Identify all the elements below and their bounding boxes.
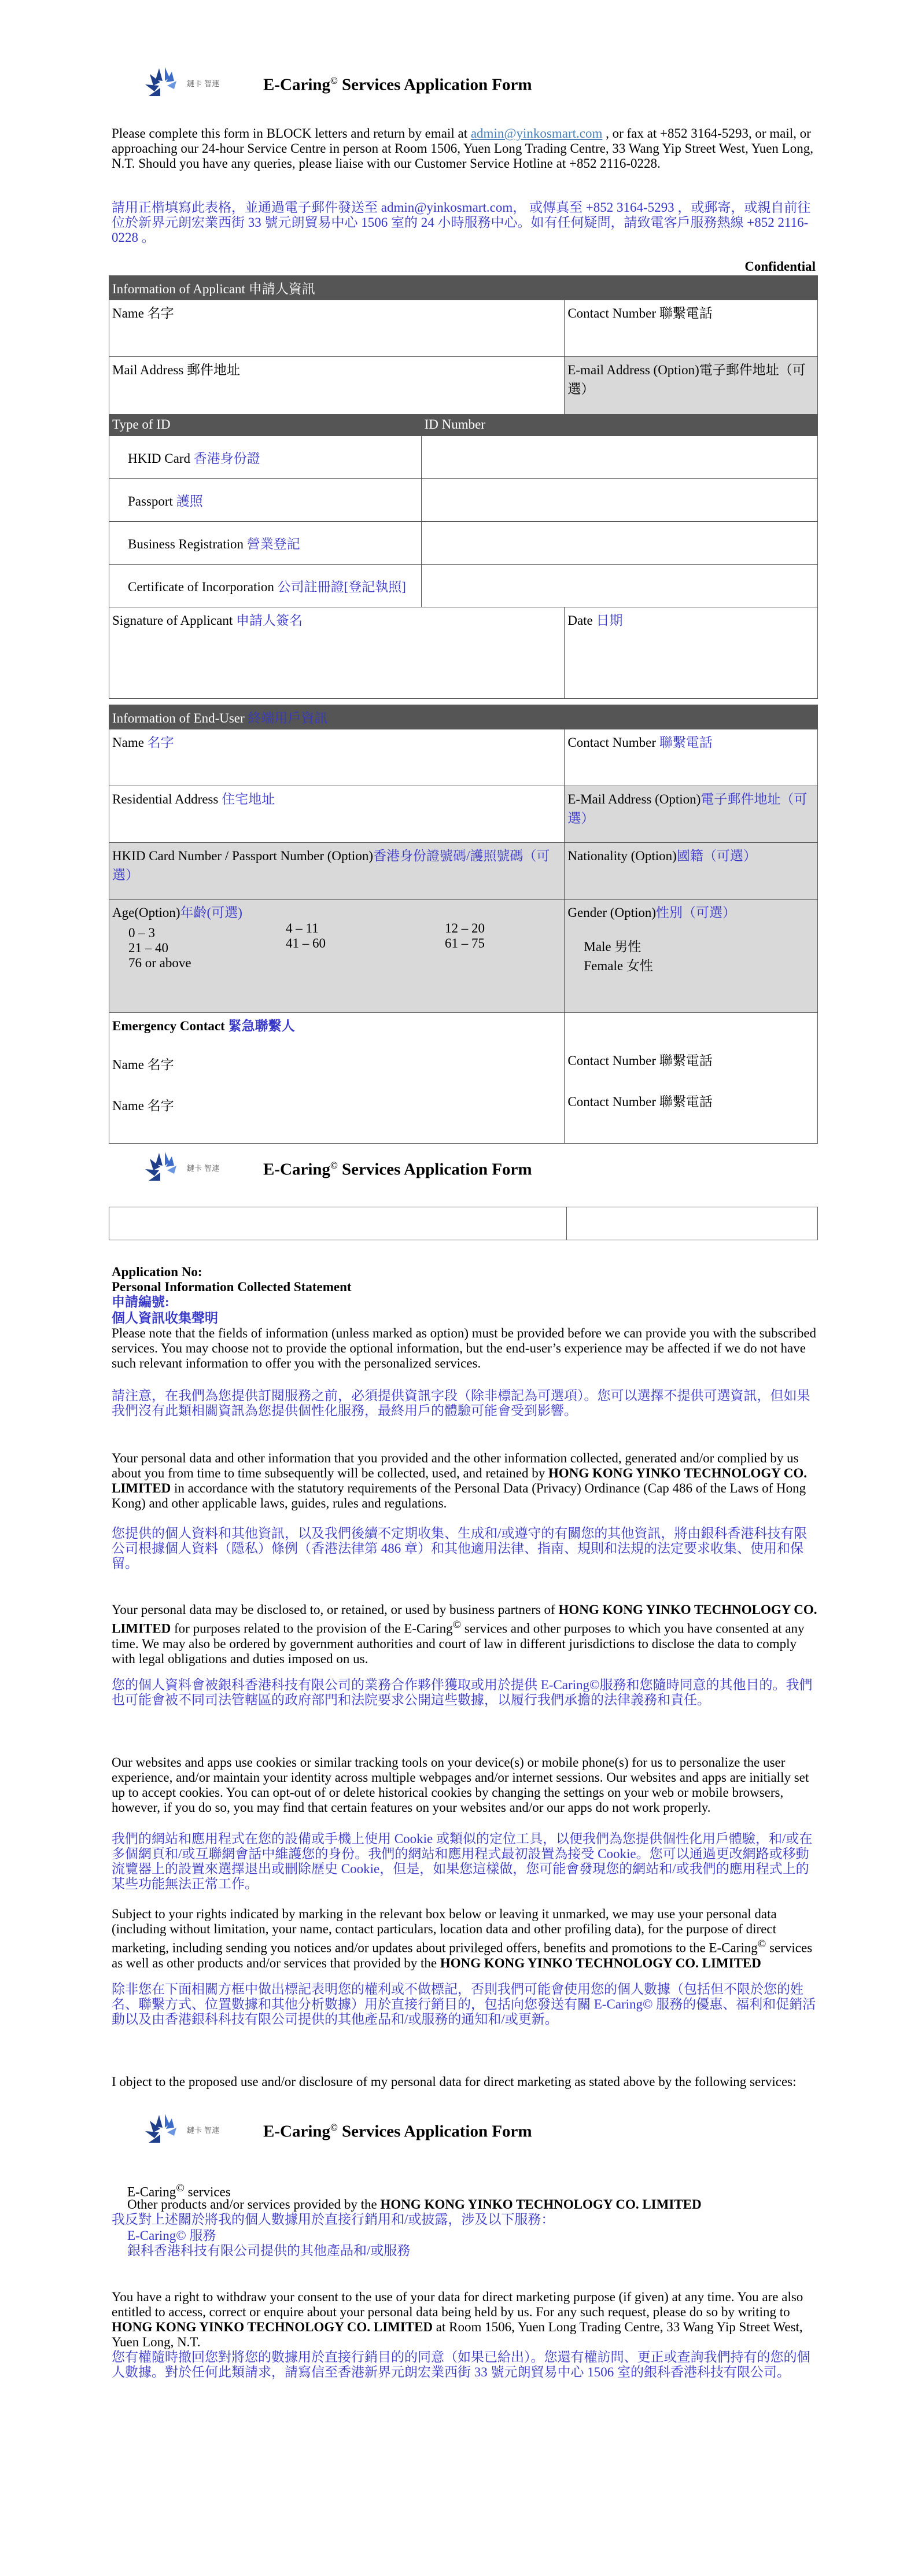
- id-number-header: ID Number: [421, 415, 817, 436]
- statement-p6-english: I object to the proposed use and/or disclosure of my personal data for direct marketing as stated above by the following services:: [112, 2074, 797, 2089]
- enduser-contact-field[interactable]: Contact Number 聯繫電話: [565, 729, 818, 786]
- continuation-table: [109, 1207, 818, 1240]
- emergency-contact-names: Emergency Contact 緊急聯繫人 Name 名字 Name 名字: [109, 1013, 565, 1144]
- statement-p1-english: Please note that the fields of information (unless marked as option) must be provided before we can provide you with the subscribed services. You may choose not to provide the optional information, but the end-user’s experience may be affected if we do not have such relevant information to offer you with the personalized services.: [112, 1326, 817, 1370]
- age-option-0-3[interactable]: 0 – 3: [128, 926, 155, 940]
- age-option-61-75[interactable]: 61 – 75: [445, 936, 485, 950]
- statement-p8-english: You have a right to withdraw your consent to the use of your data for direct marketing purpose (if given) at any time. You are also entitled to access, correct or enquire about your personal data being held by us. For any such request, please do so by writing to HONG KONG YINKO TECHNOLOGY CO. LIMITED at Room 1506, Yuen Long Trading Centre, 33 Wang Yip Street West, Yuen Long, N.T.: [112, 2290, 803, 2349]
- age-option-4-11[interactable]: 4 – 11: [286, 921, 319, 935]
- form-title: E-Caring© Services Application Form: [263, 1160, 532, 1179]
- statement-p3-english: Your personal data may be disclosed to, or retained, or used by business partners of HONG KONG YINKO TECHNOLOGY CO. LIMITED for purposes related to the provision of the E-Caring© services and other purposes to which you have consented at any time. We may also be ordered by government authorities and court of law in different jurisdictions to disclose the data to comply with legal obligations and duties imposed on us.: [112, 1602, 817, 1666]
- enduser-section-header: Information of End-User 終端用戶資訊: [109, 705, 818, 729]
- emergency-name-1[interactable]: Name 名字: [112, 1057, 174, 1072]
- applicant-name-field[interactable]: Name 名字: [109, 300, 565, 357]
- applicant-contact-field[interactable]: Contact Number 聯繫電話: [565, 300, 818, 357]
- continuation-cell-left[interactable]: [109, 1207, 567, 1240]
- age-option-76-above[interactable]: 76 or above: [128, 956, 191, 970]
- form-title: E-Caring© Services Application Form: [263, 75, 532, 94]
- enduser-email-field[interactable]: E-Mail Address (Option)電子郵件地址（可選）: [565, 786, 818, 843]
- email-link[interactable]: admin@yinkosmart.com: [470, 126, 603, 141]
- business-registration-option[interactable]: Business Registration 營業登記: [109, 522, 422, 565]
- age-option-21-40[interactable]: 21 – 40: [128, 941, 168, 955]
- logo-text: 鏈卡 智連: [187, 80, 220, 89]
- statement-title-chinese: 個人資訊收集聲明: [112, 1311, 218, 1325]
- business-registration-number-field[interactable]: [421, 522, 817, 565]
- application-number-label: Application No:: [112, 1265, 202, 1279]
- statement-p2-chinese: 您提供的個人資料和其他資訊，以及我們後續不定期收集、生成和/或遵守的有關您的其他資訊，將由銀科香港科技有限公司根據個人資料（隱私）條例（香港法律第 486 章）和其他適用法律、指南、規則和法規的法定要求收集、使用和保留。: [112, 1526, 808, 1571]
- intro-chinese: 請用正楷填寫此表格，並通過電子郵件發送至 admin@yinkosmart.com， 或傳真至 +852 3164-5293 ，或郵寄，或親自前往位於新界元朗宏業西街 33 號元朗貿易中心 1506 室的 24 小時服務中心。如有任何疑問，請致電客戶服務熱線 +852 2116-0228 。: [112, 200, 811, 245]
- passport-number-field[interactable]: [421, 479, 817, 522]
- form-header: [142, 64, 778, 104]
- enduser-name-field[interactable]: Name 名字: [109, 729, 565, 786]
- application-number-label-chinese: 申請編號:: [112, 1295, 169, 1309]
- enduser-hkid-field[interactable]: HKID Card Number / Passport Number (Option)香港身份證號碼/護照號碼（可選）: [109, 843, 565, 900]
- type-of-id-header: Type of ID: [109, 415, 422, 436]
- statement-title-english: Personal Information Collected Statement: [112, 1280, 352, 1294]
- confidential-label: Confidential: [744, 259, 816, 274]
- gender-option-female[interactable]: Female 女性: [584, 959, 653, 973]
- applicant-mail-field[interactable]: Mail Address 郵件地址: [109, 357, 565, 415]
- form-header-page-2: [142, 1148, 778, 1189]
- enduser-gender-field: Gender (Option)性別（可選） Male 男性 Female 女性: [565, 900, 818, 1013]
- statement-p5-chinese: 除非您在下面相關方框中做出標記表明您的權利或不做標記，否則我們可能會使用您的個人數據（包括但不限於您的姓名、聯繫方式、位置數據和其他分析數據）用於直接行銷目的，包括向您發送有關 E-Caring© 服務的優惠、福利和促銷活動以及由香港銀科科技有限公司提供的其他產品和/或服務的通知和/或更新。: [112, 1982, 816, 2026]
- enduser-residential-field[interactable]: Residential Address 住宅地址: [109, 786, 565, 843]
- service-option-other-products-chinese[interactable]: 銀科香港科技有限公司提供的其他產品和/或服務: [127, 2243, 411, 2258]
- form-header-page-3: [142, 2110, 778, 2151]
- company-logo-icon: [142, 64, 188, 102]
- logo-text: 鏈卡 智連: [187, 2127, 220, 2135]
- statement-p3-chinese: 您的個人資料會被銀科香港科技有限公司的業務合作夥伴獲取或用於提供 E-Caring©服務和您隨時同意的其他目的。我們也可能會被不同司法管轄區的政府部門和法院要求公開這些數據，以履行我們承擔的法律義務和責任。: [112, 1678, 813, 1707]
- applicant-table: [109, 275, 818, 699]
- emergency-contact-numbers: [565, 1013, 818, 1144]
- service-option-ecaring[interactable]: E-Caring© services: [127, 2182, 231, 2199]
- continuation-cell-right[interactable]: [567, 1207, 818, 1240]
- enduser-nationality-field[interactable]: Nationality (Option)國籍（可選）: [565, 843, 818, 900]
- certificate-incorporation-option[interactable]: Certificate of Incorporation 公司註冊證[登記執照]: [109, 565, 422, 607]
- applicant-section-header: Information of Applicant 申請人資訊: [109, 276, 818, 300]
- certificate-number-field[interactable]: [421, 565, 817, 607]
- service-option-other-products[interactable]: Other products and/or services provided by the HONG KONG YINKO TECHNOLOGY CO. LIMITED: [127, 2197, 702, 2212]
- applicant-signature-field[interactable]: Signature of Applicant 申請人簽名: [109, 607, 565, 699]
- company-logo-icon: [142, 1148, 188, 1186]
- statement-p8-chinese: 您有權隨時撤回您對將您的數據用於直接行銷目的的同意（如果已給出）。您還有權訪問、更正或查詢我們持有的您的個人數據。對於任何此類請求，請寫信至香港新界元朗宏業西街 33 號元朗貿易中心 1506 室的銀科香港科技有限公司。: [112, 2350, 810, 2379]
- form-title: E-Caring© Services Application Form: [263, 2122, 532, 2141]
- hkid-number-field[interactable]: [421, 436, 817, 479]
- service-option-ecaring-chinese[interactable]: E-Caring© 服務: [127, 2228, 216, 2243]
- enduser-table: [109, 705, 818, 1144]
- emergency-contact-1[interactable]: Contact Number 聯繫電話: [567, 1053, 713, 1068]
- age-option-12-20[interactable]: 12 – 20: [445, 921, 485, 935]
- statement-p2-english: Your personal data and other information that you provided and the other information collected, generated and/or complied by us about you from time to time subsequently will be collected, used, and retained by HONG KONG YINKO TECHNOLOGY CO. LIMITED in accordance with the statutory requirements of the Personal Data (Privacy) Ordinance (Cap 486 of the Laws of Hong Kong) and other applicable laws, guides, rules and regulations.: [112, 1451, 808, 1510]
- statement-p7-chinese: 我反對上述關於將我的個人數據用於直接行銷用和/或披露，涉及以下服務：: [112, 2212, 555, 2227]
- intro-english: Please complete this form in BLOCK letters and return by email at admin@yinkosmart.com , or fax at +852 3164-5293, or mail, or approaching our 24-hour Service Centre in person at Room 1506, Yuen Long Trading Centre, 33 Wang Yip Street West, Yuen Long, N.T. Should you have any queries, please liaise with our Customer Service Hotline at +852 2116-0228.: [112, 126, 813, 171]
- statement-p5-english: Subject to your rights indicated by marking in the relevant box below or leaving it unmarked, we may use your personal data (including without limitation, your name, contact particulars, location data and other profiling data), for the purpose of direct marketing, including sending you notices and/or updates about privileged offers, benefits and promotions to the E-Caring© services as well as other products and/or services that provided by the HONG KONG YINKO TECHNOLOGY CO. LIMITED: [112, 1907, 813, 1970]
- passport-option[interactable]: Passport 護照: [109, 479, 422, 522]
- statement-p1-chinese: 請注意，在我們為您提供訂閱服務之前，必須提供資訊字段（除非標記為可選項）。您可以選擇不提供可選資訊，但如果我們沒有此類相關資訊為您提供個性化服務，最終用戶的體驗可能會受到影響。: [112, 1388, 810, 1418]
- age-option-41-60[interactable]: 41 – 60: [286, 936, 326, 950]
- statement-p4-english: Our websites and apps use cookies or similar tracking tools on your device(s) or mobile phone(s) for us to personalize the user experience, and/or maintain your identity across multiple webpages and/or internet sessions. Our websites and apps are initially set up to accept cookies. You can opt-out of or delete historical cookies by changing the settings on your web or mobile browsers, however, if you do so, you may find that certain features on your websites and/or our apps do not work properly.: [112, 1755, 809, 1815]
- emergency-contact-2[interactable]: Contact Number 聯繫電話: [567, 1094, 713, 1109]
- applicant-email-field[interactable]: E-mail Address (Option)電子郵件地址（可選）: [565, 357, 818, 415]
- company-logo-icon: [142, 2110, 188, 2148]
- applicant-date-field[interactable]: Date 日期: [565, 607, 818, 699]
- logo-text: 鏈卡 智連: [187, 1164, 220, 1173]
- gender-option-male[interactable]: Male 男性: [584, 939, 642, 954]
- hkid-option[interactable]: HKID Card 香港身份證: [109, 436, 422, 479]
- enduser-age-field: Age(Option)年齡(可選) 0 – 3 4 – 11 12 – 20 21 – 40 41 – 60 61 – 75 76 or above: [109, 900, 565, 1013]
- statement-p4-chinese: 我們的網站和應用程式在您的設備或手機上使用 Cookie 或類似的定位工具，以便我們為您提供個性化用戶體驗，和/或在多個網頁和/或互聯網會話中維護您的身份。我們的網站和應用程式最初設置為接受 Cookie。您可以通過更改網路或移動流覽器上的設置來選擇退出或刪除歷史 Cookie，但是，如果您這樣做，您可能會發現您的網站和/或我們的應用程式上的某些功能無法正常工作。: [112, 1831, 813, 1891]
- emergency-name-2[interactable]: Name 名字: [112, 1099, 174, 1113]
